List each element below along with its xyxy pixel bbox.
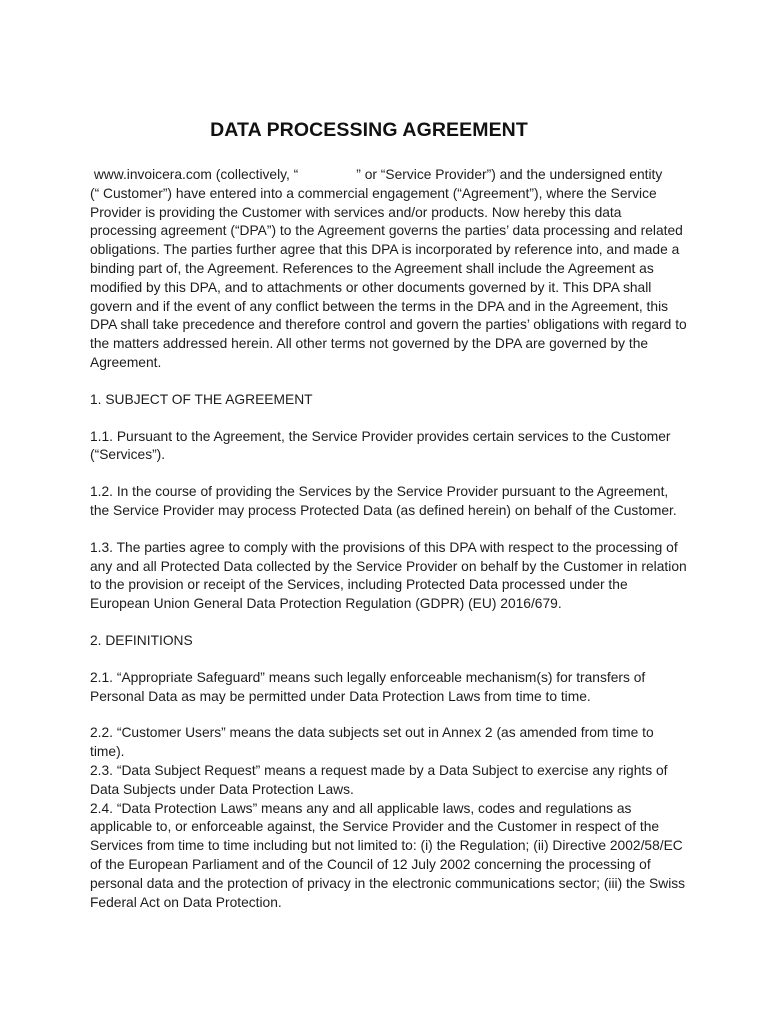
- intro-text-part2: ” or “Service Provider”) and the undersigned entity: [356, 167, 663, 182]
- clause-1-1: 1.1. Pursuant to the Agreement, the Service Provider provides certain services to the Customer (“Services”).: [90, 428, 671, 463]
- intro-first-line: [90, 166, 688, 185]
- spacer: [90, 373, 688, 391]
- spacer: [90, 706, 688, 724]
- intro-text-part1: www.invoicera.com (collectively, “: [90, 167, 299, 182]
- document-title: DATA PROCESSING AGREEMENT: [210, 119, 528, 141]
- intro-text-rest: (“ Customer”) have entered into a commercial engagement (“Agreement”), where the Service Provider is providing the Customer with services and/or products. Now hereby this data processing agreement (“DPA”) to the Agreement governs the parties’ data processing and related obligations. The parties further agree that this DPA is incorporated by reference into, and made a binding part of, the Agreement. References to the Agreement shall include the Agreement as modified by this DPA, and to attachments or other documents governed by it. This DPA shall govern and if the event of any conflict between the terms in the DPA and in the Agreement, this DPA shall take precedence and therefore control and govern the parties’ obligations with regard to the matters addressed herein. All other terms not governed by the DPA are governed by the Agreement.: [90, 185, 687, 370]
- spacer: [90, 410, 688, 428]
- section-heading-definitions: 2. DEFINITIONS: [90, 632, 193, 648]
- spacer: [90, 465, 688, 483]
- clause-2-2: 2.2. “Customer Users” means the data subjects set out in Annex 2 (as amended from time to time).: [90, 725, 654, 760]
- spacer: [90, 651, 688, 669]
- clause-2-4: 2.4. “Data Protection Laws” means any and all applicable laws, codes and regulations as applicable to, or enforceable against, the Service Provider and the Customer in respect of the Services from time to time including but not limited to: (i) the Regulation; (ii) Directive 2002/58/EC of the European Parliament and of the Council of 12 July 2002 concerning the processing of personal data and the protection of privacy in the electronic communications sector; (iii) the Swiss Federal Act on Data Protection.: [90, 800, 686, 910]
- clause-2-1: 2.1. “Appropriate Safeguard” means such legally enforceable mechanism(s) for transfers of Personal Data as may be permitted under Data Protection Laws from time to time.: [90, 669, 646, 704]
- intro-paragraph: [90, 166, 688, 373]
- clause-1-3: 1.3. The parties agree to comply with the provisions of this DPA with respect to the processing of any and all Protected Data collected by the Service Provider on behalf by the Customer in relation to the provision or receipt of the Services, including Protected Data processed under the European Union General Data Protection Regulation (GDPR) (EU) 2016/679.: [90, 539, 687, 612]
- clause-2-3: 2.3. “Data Subject Request” means a request made by a Data Subject to exercise any rights of Data Subjects under Data Protection Laws.: [90, 762, 668, 797]
- spacer: [90, 614, 688, 632]
- clause-1-2: 1.2. In the course of providing the Services by the Service Provider pursuant to the Agreement, the Service Provider may process Protected Data (as defined herein) on behalf of the Customer.: [90, 484, 677, 518]
- document-body: [90, 166, 688, 912]
- section-heading-subject: 1. SUBJECT OF THE AGREEMENT: [90, 391, 313, 407]
- spacer: [90, 521, 688, 539]
